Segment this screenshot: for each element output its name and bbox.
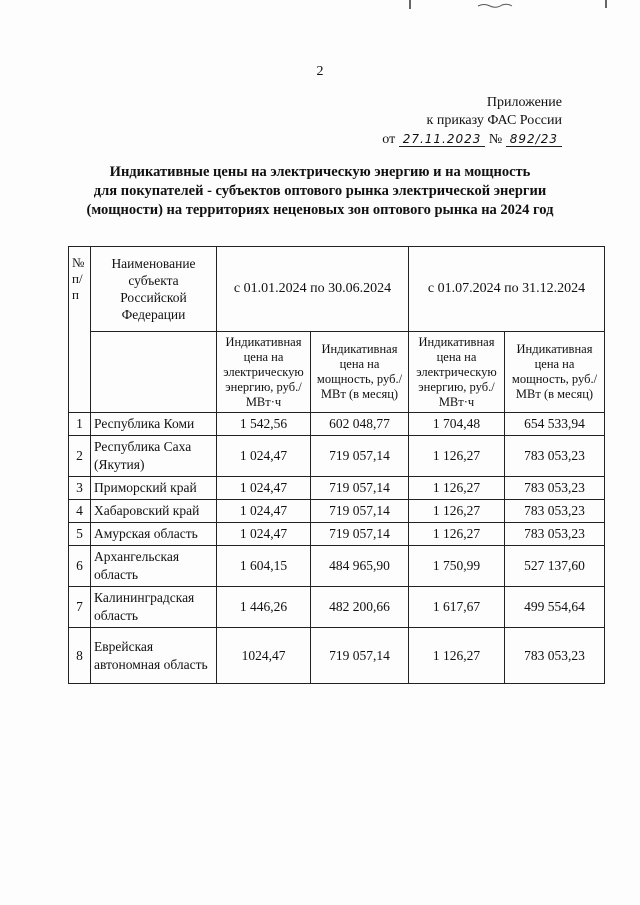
row-energy-price-1: 1 446,26 <box>217 587 311 628</box>
table-row <box>69 587 605 628</box>
row-power-price-2: 499 554,64 <box>505 587 605 628</box>
row-energy-price-2: 1 126,27 <box>409 628 505 684</box>
row-subject-name: Хабаровский край <box>91 500 217 523</box>
header-num: № п/п <box>69 247 91 413</box>
row-energy-price-1: 1 024,47 <box>217 436 311 477</box>
subheader-energy-price-2: Индикативная цена на электрическую энергию, руб./ МВт·ч <box>409 332 505 413</box>
row-energy-price-2: 1 126,27 <box>409 436 505 477</box>
row-power-price-2: 783 053,23 <box>505 436 605 477</box>
table-row <box>69 436 605 477</box>
row-number: 1 <box>69 413 91 436</box>
row-number: 3 <box>69 477 91 500</box>
row-number: 4 <box>69 500 91 523</box>
header-period-1: с 01.01.2024 по 30.06.2024 <box>217 247 409 332</box>
appendix-title: Приложение <box>486 95 562 110</box>
subheader-name-empty <box>91 332 217 413</box>
order-number-prefix: № <box>488 132 503 147</box>
order-date-prefix: от <box>382 132 396 147</box>
row-power-price-1: 719 057,14 <box>311 628 409 684</box>
row-power-price-1: 719 057,14 <box>311 436 409 477</box>
row-energy-price-1: 1 542,56 <box>217 413 311 436</box>
table-row <box>69 500 605 523</box>
row-energy-price-1: 1 024,47 <box>217 500 311 523</box>
row-energy-price-2: 1 126,27 <box>409 500 505 523</box>
row-number: 7 <box>69 587 91 628</box>
row-energy-price-2: 1 617,67 <box>409 587 505 628</box>
appendix-order-ref: к приказу ФАС России <box>426 113 562 128</box>
row-subject-name: Амурская область <box>91 523 217 546</box>
row-energy-price-1: 1 604,15 <box>217 546 311 587</box>
row-subject-name: Еврейская автономная область <box>91 628 217 684</box>
row-power-price-1: 719 057,14 <box>311 523 409 546</box>
page-number: 2 <box>316 64 324 79</box>
scan-top-marks <box>0 0 640 10</box>
row-number: 2 <box>69 436 91 477</box>
row-power-price-2: 783 053,23 <box>505 500 605 523</box>
row-energy-price-1: 1024,47 <box>217 628 311 684</box>
table-header-row <box>69 247 605 332</box>
row-number: 5 <box>69 523 91 546</box>
row-power-price-1: 719 057,14 <box>311 500 409 523</box>
order-number: 892/23 <box>506 132 562 147</box>
row-subject-name: Приморский край <box>91 477 217 500</box>
row-power-price-1: 482 200,66 <box>311 587 409 628</box>
table-row <box>69 413 605 436</box>
row-energy-price-2: 1 126,27 <box>409 477 505 500</box>
title-line-1: Индикативные цены на электрическую энергию и на мощность <box>109 164 531 180</box>
row-subject-name: Калининградская область <box>91 587 217 628</box>
row-power-price-2: 654 533,94 <box>505 413 605 436</box>
row-subject-name: Архангельская область <box>91 546 217 587</box>
row-energy-price-2: 1 750,99 <box>409 546 505 587</box>
document-title <box>40 163 600 220</box>
order-date: 27.11.2023 <box>399 132 486 147</box>
table-subheader-row <box>69 332 605 413</box>
title-line-2: для покупателей - субъектов оптового рынка электрической энергии <box>93 183 547 199</box>
row-power-price-2: 527 137,60 <box>505 546 605 587</box>
row-energy-price-2: 1 126,27 <box>409 523 505 546</box>
header-period-2: с 01.07.2024 по 31.12.2024 <box>409 247 605 332</box>
subheader-power-price-2: Индикативная цена на мощность, руб./МВт (в месяц) <box>505 332 605 413</box>
row-energy-price-1: 1 024,47 <box>217 477 311 500</box>
prices-table <box>68 246 605 684</box>
row-energy-price-1: 1 024,47 <box>217 523 311 546</box>
row-power-price-2: 783 053,23 <box>505 628 605 684</box>
appendix-order-line <box>382 130 562 149</box>
table-row <box>69 523 605 546</box>
subheader-power-price-1: Индикативная цена на мощность, руб./МВт (в месяц) <box>311 332 409 413</box>
header-name: Наименование субъекта Российской Федерации <box>91 247 217 332</box>
row-number: 8 <box>69 628 91 684</box>
row-power-price-1: 602 048,77 <box>311 413 409 436</box>
row-subject-name: Республика Коми <box>91 413 217 436</box>
table-row <box>69 628 605 684</box>
row-power-price-1: 719 057,14 <box>311 477 409 500</box>
appendix-block <box>382 94 562 149</box>
subheader-energy-price-1: Индикативная цена на электрическую энергию, руб./МВт·ч <box>217 332 311 413</box>
row-subject-name: Республика Саха (Якутия) <box>91 436 217 477</box>
table-row <box>69 546 605 587</box>
row-power-price-1: 484 965,90 <box>311 546 409 587</box>
row-number: 6 <box>69 546 91 587</box>
table-row <box>69 477 605 500</box>
row-power-price-2: 783 053,23 <box>505 523 605 546</box>
row-power-price-2: 783 053,23 <box>505 477 605 500</box>
title-line-3: (мощности) на территориях неценовых зон оптового рынка на 2024 год <box>86 202 554 218</box>
row-energy-price-2: 1 704,48 <box>409 413 505 436</box>
